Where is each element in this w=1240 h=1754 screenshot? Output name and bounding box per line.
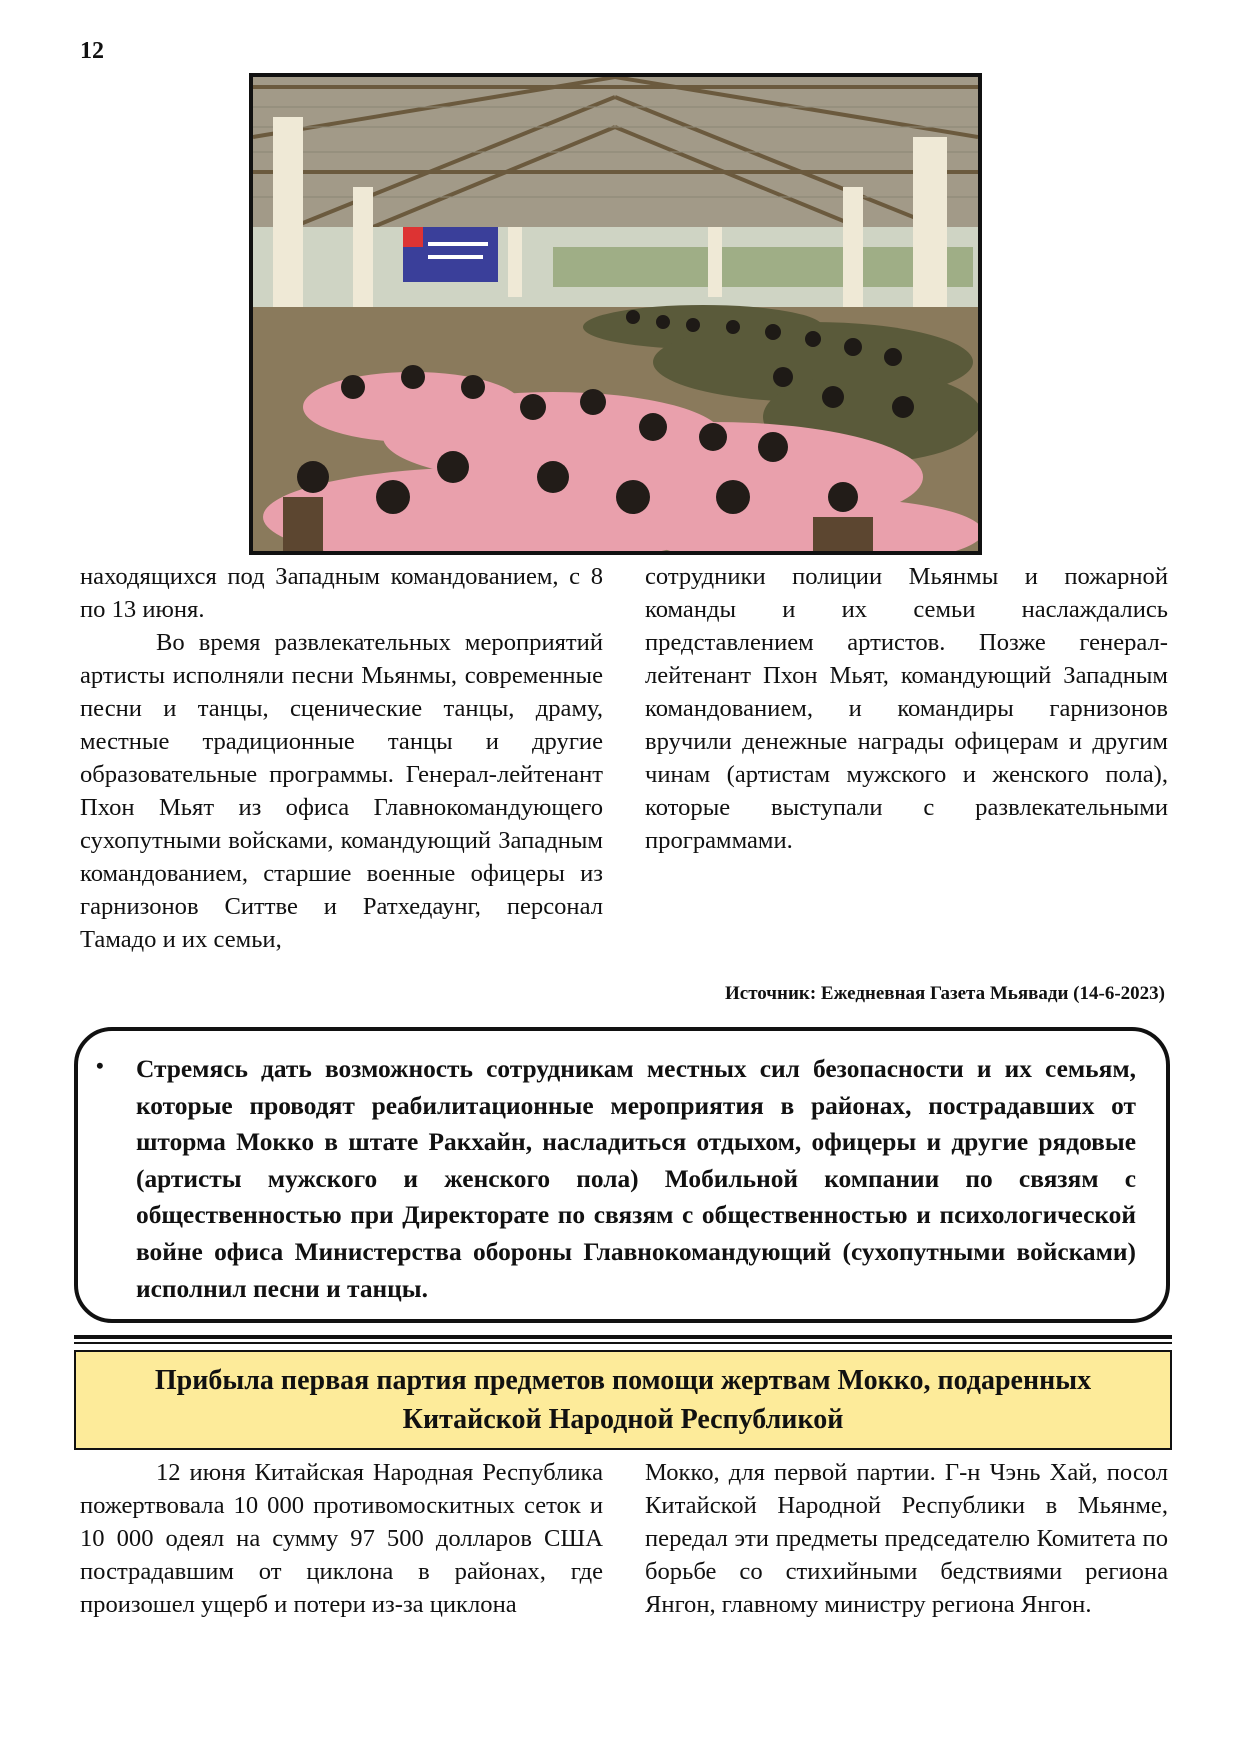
- article2-column-left: [80, 1456, 603, 1621]
- article2-paragraph: 12 июня Китайская Народная Республика пожертвовала 10 000 противомоскитных сеток и 10 000 одеял на сумму 97 500 долларов США пострадавшим от циклона в районах, где произошел ущерб и потери из-за циклона: [80, 1459, 603, 1618]
- article2-column-right: [645, 1456, 1168, 1621]
- page-number: 12: [80, 38, 104, 64]
- audience-photo-illustration: [253, 77, 978, 551]
- article2-headline-box: [74, 1350, 1172, 1450]
- callout-text: Стремясь дать возможность сотрудникам местных сил безопасности и их семьям, которые проводят реабилитационные мероприятия в районах, пострадавших от шторма Мокко в штате Ракхайн, насладиться отдыхом, офицеры и другие рядовые (артисты мужского и женского пола) Мобильной компании по связям с общественностью при Директорате по связям с общественностью и психологической войне офиса Министерства обороны Главнокомандующий (сухопутными войсками) исполнил песни и танцы.: [136, 1055, 1136, 1303]
- summary-callout-box: [74, 1027, 1170, 1323]
- bullet-icon: •: [96, 1053, 104, 1078]
- article1-column-left: [80, 560, 603, 956]
- divider-thick: [74, 1335, 1172, 1339]
- divider-thin: [74, 1342, 1172, 1344]
- article1-paragraph: сотрудники полиции Мьянмы и пожарной команды и их семьи наслаждались представлением артистов. Позже генерал-лейтенант Пхон Мьят, командующий Западным командованием, и командиры гарнизонов вручили денежные награды офицерам и другим чинам (артистам мужского и женского пола), которые выступали с развлекательными программами.: [645, 563, 1168, 854]
- article1-paragraph: находящихся под Западным командованием, с 8 по 13 июня.: [80, 563, 603, 623]
- article1-column-right: [645, 560, 1168, 857]
- article2-paragraph: Мокко, для первой партии. Г-н Чэнь Хай, посол Китайской Народной Республики в Мьянме, передал эти предметы председателю Комитета по борьбе со стихийными бедствиями региона Янгон, главному министру региона Янгон.: [645, 1459, 1168, 1618]
- article1-source: Источник: Ежедневная Газета Мьявади (14-6-2023): [725, 983, 1165, 1004]
- article1-paragraph: Во время развлекательных мероприятий артисты исполняли песни Мьянмы, современные песни и танцы, сценические танцы, драму, местные традиционные танцы и другие образовательные программы. Генерал-лейтенант Пхон Мьят из офиса Главнокомандующего сухопутными войсками, командующий Западным командованием, старшие военные офицеры из гарнизонов Ситтве и Ратхедаунг, персонал Тамадо и их семьи,: [80, 629, 603, 953]
- event-photo: [249, 73, 982, 555]
- article2-headline: Прибыла первая партия предметов помощи жертвам Мокко, подаренных Китайской Народной Республикой: [154, 1365, 1092, 1435]
